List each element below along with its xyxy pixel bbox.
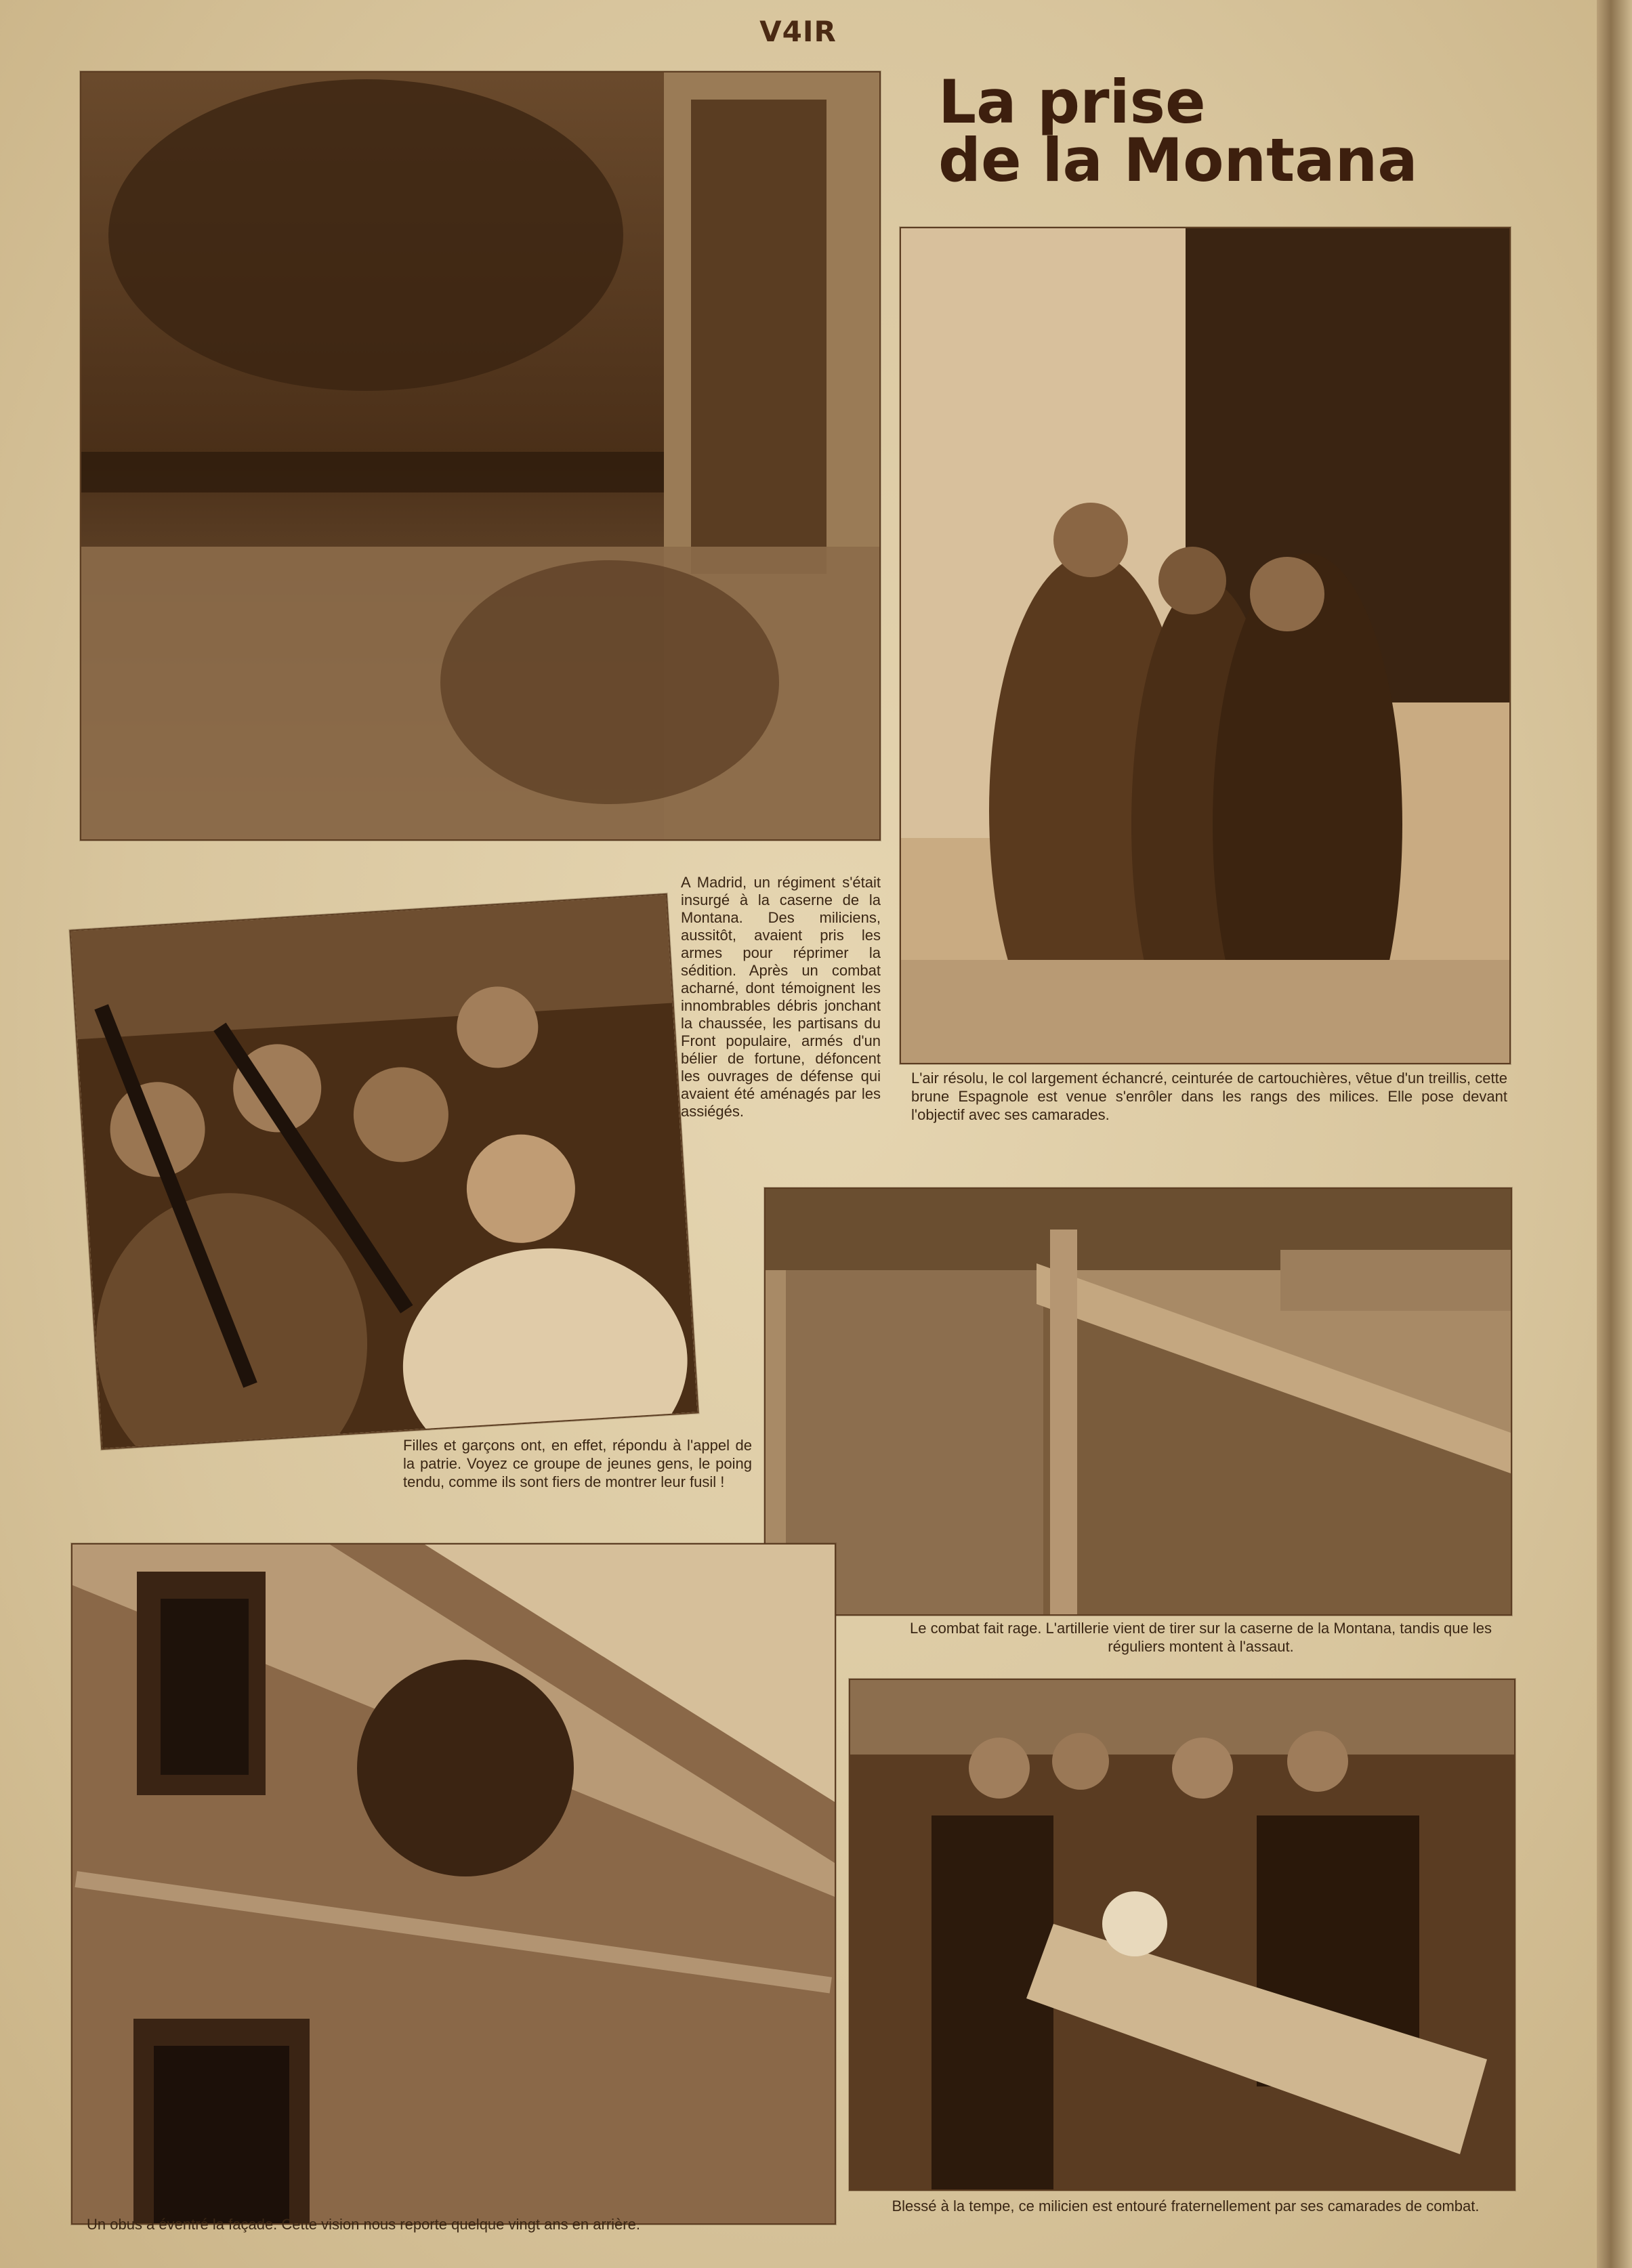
- caption-facade: Un obus a éventré la façade. Cette vision nous reporte quelque vingt ans en arrière.: [87, 2216, 640, 2233]
- page-fold-edge: [1597, 0, 1632, 2268]
- photo-youth-rifles: [69, 894, 698, 1450]
- title-line-2: de la Montana: [938, 125, 1418, 195]
- article-title: [938, 67, 1494, 195]
- militia-woman-image: [901, 228, 1509, 1063]
- title-line-1: La prise: [938, 67, 1206, 137]
- caption-artillery: Le combat fait rage. L'artillerie vient de tirer sur la caserne de la Montana, tandis que les réguliers montent à l'assaut.: [910, 1620, 1492, 1655]
- photo-militia-woman: [900, 227, 1511, 1064]
- magazine-logo: V4IR: [759, 15, 837, 48]
- caption-youth-group: Filles et garçons ont, en effet, répondu à l'appel de la patrie. Voyez ce groupe de jeunes gens, le poing tendu, comme ils sont fiers de montrer leur fusil !: [403, 1437, 752, 1490]
- street-rubble-image: [81, 72, 879, 839]
- photo-wounded-stretcher: [849, 1679, 1515, 2191]
- damaged-facade-image: [72, 1545, 835, 2223]
- article-intro-text: A Madrid, un régiment s'était insurgé à la caserne de la Montana. Des miliciens, aussitôt, avaient pris les armes pour réprimer la sédition. Après un combat acharné, dont témoignent les innombrables débris jonchant la chaussée, les partisans du Front populaire, armés d'un bélier de fortune, défoncent les ouvrages de défense qui avaient été aménagés par les assiégés.: [681, 874, 881, 1120]
- photo-street-rubble: [80, 71, 881, 841]
- barracks-stairs-image: [766, 1189, 1511, 1614]
- youth-rifles-image: [70, 895, 697, 1448]
- caption-wounded: Blessé à la tempe, ce milicien est entouré fraternellement par ses camarades de combat.: [892, 2198, 1480, 2214]
- photo-barracks-stairs: [764, 1188, 1512, 1616]
- wounded-stretcher-image: [850, 1680, 1514, 2189]
- photo-damaged-facade: [71, 1543, 836, 2225]
- caption-militia-woman: L'air résolu, le col largement échancré, ceinturée de cartouchières, vêtue d'un treillis, cette brune Espagnole est venue s'enrôler dans les rangs des milices. Elle pose devant l'objectif avec ses camarades.: [911, 1070, 1507, 1123]
